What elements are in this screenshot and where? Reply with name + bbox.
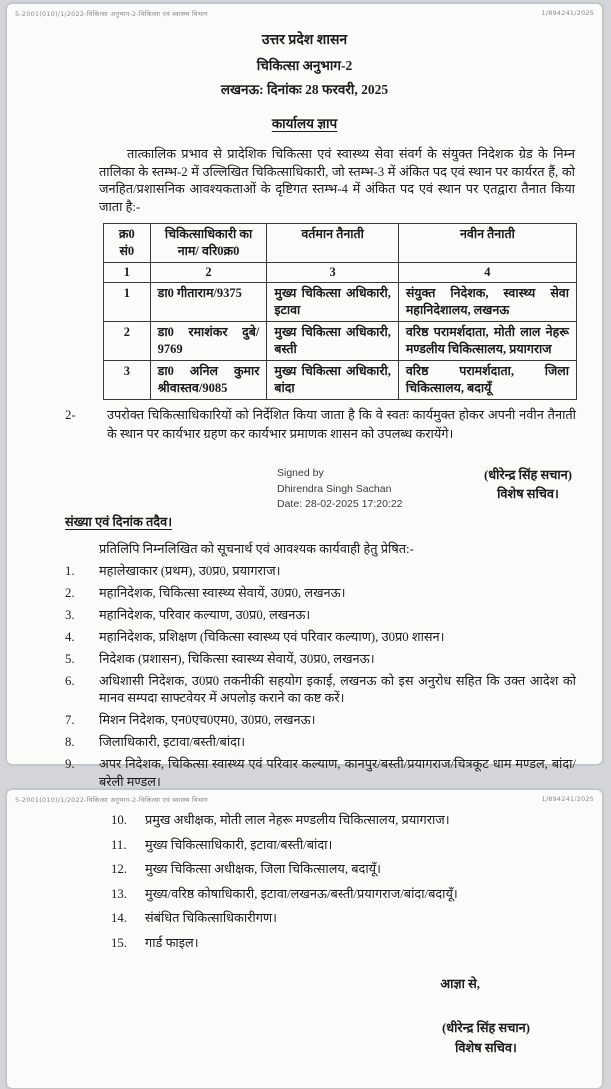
place-and-date: लखनऊ: दिनांकः 28 फरवरी, 2025 bbox=[220, 82, 389, 97]
item-number: 4. bbox=[65, 629, 75, 644]
item-text: जिलाधिकारी, इटावा/बस्ती/बांदा। bbox=[99, 735, 246, 750]
header-serial bbox=[104, 224, 151, 263]
index-2: 2 bbox=[150, 263, 267, 283]
item-number: 1. bbox=[65, 563, 75, 578]
row-serial: 1 bbox=[104, 283, 151, 322]
list-item bbox=[111, 861, 576, 879]
row-officer-name: डा0 अनिल कुमार श्रीवास्तव/9085 bbox=[150, 361, 267, 400]
paragraph-number: 2- bbox=[65, 408, 76, 423]
item-number: 6. bbox=[65, 673, 75, 688]
distribution-list-page2 bbox=[7, 812, 602, 952]
item-text: प्रमुख अधीक्षक, मोती लाल नेहरू मण्डलीय चिकित्सालय, प्रयागराज। bbox=[145, 813, 450, 827]
item-text: मिशन निदेशक, एन0एच0एम0, उ0प्र0, लखनऊ। bbox=[99, 713, 316, 728]
header-officer-line2: नाम/ वरि0क्र0 bbox=[177, 244, 240, 259]
item-text: अपर निदेशक, चिकित्सा स्वास्थ्य एवं परिवार कल्याण, कानपुर/बस्ती/प्रयागराज/चित्रकूट धाम मण्डल, बांदा/बरेली मण्डल। bbox=[99, 757, 576, 789]
table-row bbox=[104, 322, 577, 361]
header-officer-line1: चिकित्साधिकारी का bbox=[164, 227, 253, 242]
table-row bbox=[104, 283, 577, 322]
header-serial-line2: सं0 bbox=[119, 244, 135, 259]
list-item bbox=[111, 837, 576, 855]
list-item bbox=[65, 734, 576, 752]
table-row bbox=[104, 361, 577, 400]
list-item bbox=[111, 935, 576, 953]
item-text: मुख्य चिकित्साधिकारी, इटावा/बस्ती/बांदा। bbox=[145, 837, 333, 852]
list-item bbox=[65, 712, 576, 730]
signatory-name: (धीरेन्द्र सिंह सचान) bbox=[441, 1021, 531, 1035]
page-2 bbox=[6, 789, 603, 1089]
item-text: निदेशक (प्रशासन), चिकित्सा स्वास्थ्य सेवायें, उ0प्र0, लखनऊ। bbox=[99, 651, 375, 666]
list-item bbox=[65, 673, 576, 708]
posting-table bbox=[103, 223, 577, 400]
item-number: 12. bbox=[111, 862, 127, 876]
distribution-intro: प्रतिलिपि निम्नलिखित को सूचनार्थ एवं आवश्यक कार्यवाही हेतु प्रेषित:- bbox=[99, 541, 414, 556]
row-officer-name: डा0 रमाशंकर दुबे/ 9769 bbox=[150, 322, 267, 361]
file-reference-number: 5-2001(010)/1/2022-चिकित्सा अनुभाग-2-चिकित्सा एवं स्वास्थ्य विभाग bbox=[15, 10, 208, 18]
esign-date: Date: 28-02-2025 17:20:22 bbox=[277, 498, 403, 511]
item-number: 10. bbox=[111, 813, 127, 827]
header-serial-line1: क्र0 bbox=[118, 227, 135, 242]
item-text: महानिदेशक, चिकित्सा स्वास्थ्य सेवायें, उ0प्र0, लखनऊ। bbox=[99, 585, 346, 600]
signatory-title: विशेष सचिव। bbox=[455, 1041, 517, 1055]
list-item bbox=[65, 651, 576, 669]
eoffice-id: 1/894241/2025 bbox=[541, 9, 594, 17]
list-item bbox=[65, 563, 576, 581]
item-text: महानिदेशक, परिवार कल्याण, उ0प्र0, लखनऊ। bbox=[99, 607, 311, 622]
distribution-heading: संख्या एवं दिनांक तदैव। bbox=[65, 514, 173, 529]
index-4: 4 bbox=[398, 263, 576, 283]
digital-signature-block bbox=[277, 466, 403, 513]
item-number: 7. bbox=[65, 713, 75, 728]
header-officer-name bbox=[150, 224, 267, 263]
list-item bbox=[65, 756, 576, 791]
signatory-block bbox=[406, 1018, 566, 1058]
item-text: मुख्य चिकित्सा अधीक्षक, जिला चिकित्सालय, बदायूँ। bbox=[145, 862, 381, 876]
list-item bbox=[111, 886, 576, 904]
item-text: मुख्य/वरिष्ठ कोषाधिकारी, इटावा/लखनऊ/बस्ती/प्रयागराज/बांदा/बदायूँ। bbox=[145, 886, 458, 901]
list-item bbox=[111, 910, 576, 928]
item-text: महालेखाकार (प्रथम), उ0प्र0, प्रयागराज। bbox=[99, 563, 281, 578]
list-item bbox=[65, 585, 576, 603]
row-current-posting: मुख्य चिकित्सा अधिकारी, इटावा bbox=[267, 283, 398, 322]
list-item bbox=[65, 629, 576, 647]
order-paragraph-1: तात्कालिक प्रभाव से प्रादेशिक चिकित्सा एवं स्वास्थ्य सेवा संवर्ग के संयुक्त निदेशक ग्रेड के निम्न तालिका के स्तम्भ-2 में उल्लिखित चिकित्साधिकारी, जो स्तम्भ-3 में अंकित पद एवं स्थान पर कार्यरत हैं, को जनहित/प्रशासनिक आवश्यकताओं के दृष्टिगत स्तम्भ-4 में अंकित पद एवं स्थान पर एतद्वारा तैनात किया जाता है:- bbox=[99, 147, 575, 214]
by-order-text: आज्ञा से, bbox=[440, 977, 480, 991]
order-paragraph-2 bbox=[65, 406, 576, 444]
esign-signer-name: Dhirendra Singh Sachan bbox=[277, 482, 392, 495]
item-text: महानिदेशक, प्रशिक्षण (चिकित्सा स्वास्थ्य एवं परिवार कल्याण), उ0प्र0 शासन। bbox=[99, 629, 445, 644]
document-title: कार्यालय ज्ञाप bbox=[271, 116, 338, 131]
paragraph-text: उपरोक्त चिकित्साधिकारियों को निर्देशित किया जाता है कि वे स्वतः कार्यमुक्त होकर अपनी नवीन तैनाती के स्थान पर कार्यभार ग्रहण कर कार्यभार प्रमाणक शासन को उपलब्ध करायेंगे। bbox=[107, 408, 576, 442]
list-item bbox=[111, 812, 576, 830]
item-text: अधिशासी निदेशक, उ0प्र0 तकनीकी सहयोग इकाई, लखनऊ को इस अनुरोध सहित कि उक्त आदेश को मानव सम्पदा साफ्टवेयर में अपलोड़ कराने का कष्ट करें। bbox=[99, 673, 576, 706]
item-number: 14. bbox=[111, 911, 127, 925]
government-name: उत्तर प्रदेश शासन bbox=[261, 33, 348, 48]
eoffice-id: 1/894241/2025 bbox=[541, 795, 594, 803]
page-1 bbox=[6, 3, 603, 789]
item-number: 13. bbox=[111, 886, 127, 901]
document-reference-bar bbox=[7, 4, 602, 18]
signatory-title: विशेष सचिव। bbox=[497, 487, 559, 502]
row-new-posting: वरिष्ठ परामर्शदाता, जिला चिकित्सालय, बदायूँ bbox=[398, 361, 576, 400]
row-new-posting: संयुक्त निदेशक, स्वास्थ्य सेवा महानिदेशालय, लखनऊ bbox=[398, 283, 576, 322]
section-name: चिकित्सा अनुभाग-2 bbox=[256, 58, 353, 73]
signatory-block bbox=[484, 466, 572, 513]
row-new-posting: वरिष्ठ परामर्शदाता, मोती लाल नेहरू मण्डलीय चिकित्सालय, प्रयागराज bbox=[398, 322, 576, 361]
esign-signed-by: Signed by bbox=[277, 467, 324, 480]
file-reference-number: 5-2001(010)/1/2022-चिकित्सा अनुभाग-2-चिकित्सा एवं स्वास्थ्य विभाग bbox=[15, 796, 208, 804]
list-item bbox=[65, 607, 576, 625]
item-number: 5. bbox=[65, 651, 75, 666]
item-number: 15. bbox=[111, 935, 127, 950]
item-number: 8. bbox=[65, 735, 75, 750]
signature-zone bbox=[277, 466, 572, 513]
item-number: 9. bbox=[65, 757, 75, 772]
item-number: 2. bbox=[65, 585, 75, 600]
header-current-posting: वर्तमान तैनाती bbox=[267, 224, 398, 263]
item-number: 3. bbox=[65, 607, 75, 622]
item-number: 11. bbox=[111, 837, 127, 852]
document-reference-bar bbox=[7, 790, 602, 804]
index-3: 3 bbox=[267, 263, 398, 283]
row-serial: 3 bbox=[104, 361, 151, 400]
row-serial: 2 bbox=[104, 322, 151, 361]
item-text: गार्ड फाइल। bbox=[145, 935, 199, 950]
row-officer-name: डा0 गीताराम/9375 bbox=[150, 283, 267, 322]
item-text: संबंधित चिकित्साधिकारीगण। bbox=[145, 911, 278, 925]
signatory-name: (धीरेन्द्र सिंह सचान) bbox=[483, 468, 572, 483]
index-1: 1 bbox=[104, 263, 151, 283]
row-current-posting: मुख्य चिकित्सा अधिकारी, बांदा bbox=[267, 361, 398, 400]
distribution-list-page1 bbox=[7, 563, 602, 792]
column-index-row bbox=[104, 263, 577, 283]
row-current-posting: मुख्य चिकित्सा अधिकारी, बस्ती bbox=[267, 322, 398, 361]
header-new-posting: नवीन तैनाती bbox=[398, 224, 576, 263]
table-header-row bbox=[104, 224, 577, 263]
